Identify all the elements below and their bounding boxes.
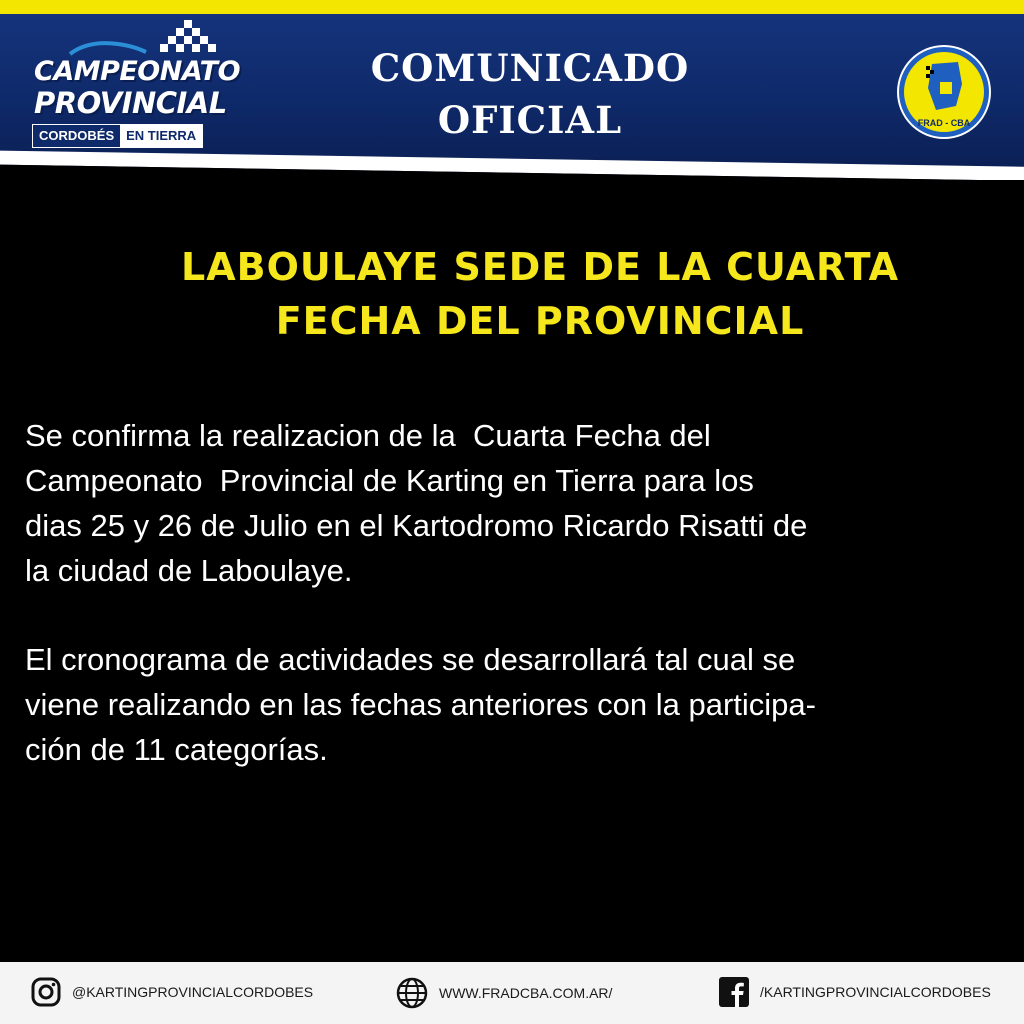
checkered-flag-icon [158,20,218,56]
logo-line2: PROVINCIAL [34,86,227,120]
footer-instagram[interactable] [30,976,313,1008]
website-url: WWW.FRADCBA.COM.AR/ [439,985,613,1001]
frad-cba-badge [896,44,992,140]
kart-swoosh-icon [68,38,148,58]
instagram-icon [30,976,62,1008]
campeonato-logo [28,20,241,148]
headline-line2: FECHA DEL PROVINCIAL [275,299,805,343]
facebook-handle: /KARTINGPROVINCIALCORDOBES [760,984,991,1000]
footer-website[interactable] [395,976,612,1010]
footer-bar [0,962,1024,1024]
header-banner [0,0,1024,180]
logo-sub-left: CORDOBÉS [33,125,120,147]
globe-icon [395,976,429,1010]
title-line1: COMUNICADO [370,46,690,90]
body-paragraph-2: El cronograma de actividades se desarrollará tal cual se viene realizando en las fechas anteriores con la participa- ción de 11 categorías. [25,642,816,767]
logo-line1: CAMPEONATO [34,56,241,87]
headline-line1: LABOULAYE SEDE DE LA CUARTA [181,245,899,289]
logo-subtitle [32,124,203,148]
instagram-handle: @KARTINGPROVINCIALCORDOBES [72,984,314,1000]
title-line2: OFICIAL [437,98,623,142]
page-title [330,42,730,146]
body-paragraph-1: Se confirma la realizacion de la Cuarta Fecha del Campeonato Provincial de Karting en Tierra para los dias 25 y 26 de Julio en el Kartodromo Ricardo Risatti de la ciudad de Laboulaye. [25,418,808,588]
logo-sub-right: EN TIERRA [120,125,202,147]
announcement-body [25,413,1005,816]
badge-text: FRAD - CBA [917,118,971,128]
facebook-icon [718,976,750,1008]
announcement-headline [90,240,990,348]
footer-facebook[interactable] [718,976,991,1008]
header-top-stripe [0,0,1024,14]
